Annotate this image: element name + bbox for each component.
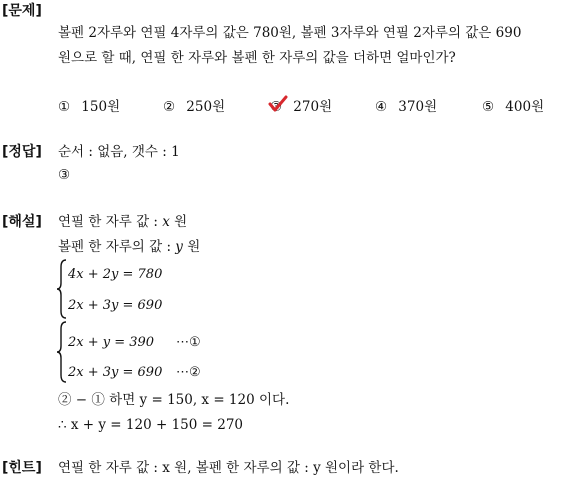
system-2-tag-2: ⋯② — [176, 365, 201, 380]
option-3-mark: ③ — [270, 99, 283, 115]
system-1-brace — [56, 259, 68, 319]
solution-label: [해설] — [2, 214, 42, 230]
system-2-brace — [56, 321, 68, 383]
option-3-text: 270원 — [293, 99, 333, 115]
solution-subtraction-line: ② − ① 하면 y = 150, x = 120 이다. — [58, 392, 290, 408]
problem-label: [문제] — [2, 3, 42, 19]
option-1-text: 150원 — [81, 99, 121, 115]
system-1-equation-1: 4x + 2y = 780 — [68, 267, 163, 282]
option-4-mark: ④ — [375, 99, 388, 115]
option-4 — [375, 98, 437, 116]
hint-text: 연필 한 자루 값 : x 원, 볼펜 한 자루의 값 : y 원이라 한다. — [58, 460, 399, 476]
option-5-mark: ⑤ — [482, 99, 495, 115]
checkmark-icon — [268, 94, 288, 114]
hint-label: [힌트] — [2, 460, 42, 476]
solution-line-1-unit: 원 — [169, 214, 188, 230]
system-2-row-1 — [68, 334, 201, 352]
solution-line-1-text: 연필 한 자루 값 : — [58, 214, 163, 230]
option-1 — [58, 98, 120, 116]
system-2-equation-1: 2x + y = 390 — [68, 335, 155, 350]
variable-y: y — [175, 239, 183, 255]
solution-result-line: ∴ x + y = 120 + 150 = 270 — [58, 417, 243, 433]
answer-line-2: ③ — [58, 167, 71, 183]
option-5-text: 400원 — [505, 99, 545, 115]
answer-line-1: 순서 : 없음, 갯수 : 1 — [58, 144, 180, 160]
solution-line-1 — [58, 213, 187, 231]
problem-line-1: 볼펜 2자루와 연필 4자루의 값은 780원, 볼펜 3자루와 연필 2자루의 값은 690 — [58, 25, 522, 41]
system-2-row-2 — [68, 364, 201, 382]
problem-line-2: 원으로 할 때, 연필 한 자루와 볼펜 한 자루의 값을 더하면 얼마인가? — [58, 50, 456, 66]
solution-line-2 — [58, 238, 200, 256]
solution-line-2-unit: 원 — [182, 239, 201, 255]
system-2-tag-1: ⋯① — [176, 335, 201, 350]
option-2-mark: ② — [163, 99, 176, 115]
variable-x: x — [162, 214, 170, 230]
option-2 — [163, 98, 225, 116]
option-1-mark: ① — [58, 99, 71, 115]
option-4-text: 370원 — [398, 99, 438, 115]
option-2-text: 250원 — [186, 99, 226, 115]
option-5 — [482, 98, 544, 116]
system-2-equation-2: 2x + 3y = 690 — [68, 365, 163, 380]
answer-label: [정답] — [2, 144, 42, 160]
system-1-equation-2: 2x + 3y = 690 — [68, 298, 163, 313]
solution-line-2-text: 볼펜 한 자루의 값 : — [58, 239, 176, 255]
